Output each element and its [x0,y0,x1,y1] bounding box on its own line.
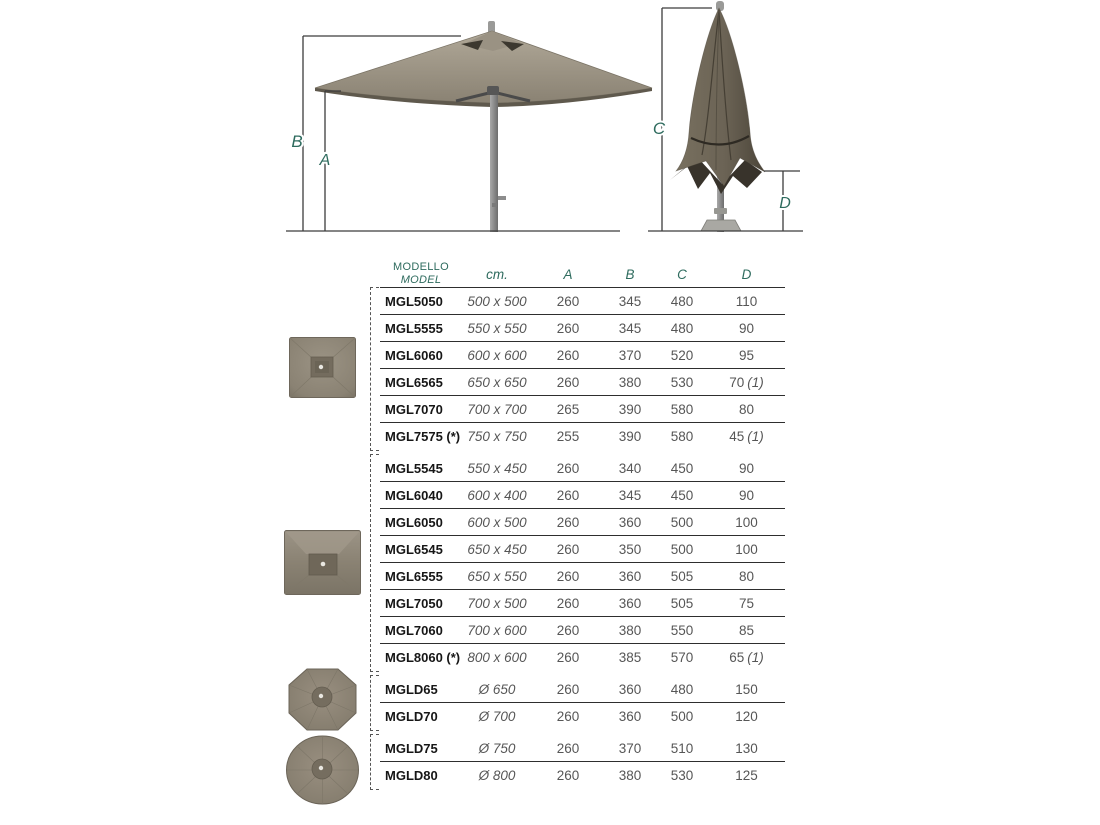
value-d: 65 [729,650,745,665]
value-b-cell: 360 [618,514,642,530]
col-header-model [380,261,462,286]
table-row-mgl8060 [380,644,785,671]
size-cell: 500 x 500 [467,293,527,309]
value-d: 150 [735,681,758,697]
table-row-mgld65 [380,676,785,703]
value-d-cell [708,741,785,756]
table-row-mgld75 [380,735,785,762]
value-c-cell: 550 [670,622,694,638]
col-header-c: C [677,266,687,282]
table-row-mgl7070 [380,396,785,423]
size-cell: 700 x 500 [467,595,527,611]
value-d: 100 [735,541,758,557]
value-c-cell: 530 [670,768,694,783]
size-cell: Ø 800 [478,768,516,783]
size-cell: 600 x 500 [467,514,527,530]
value-b-cell: 360 [618,709,642,724]
value-c-cell: 450 [670,460,694,476]
value-d: 90 [738,487,755,503]
model-cell: MGL6040 [385,487,443,503]
value-a-cell: 260 [556,650,580,665]
value-b-cell: 380 [618,622,642,638]
value-d-cell [708,569,785,584]
round-canopy-thumbnail [285,735,360,806]
model-cell: MGL5545 [385,460,443,476]
table-row-mgl7050 [380,590,785,617]
value-a-cell: 265 [556,401,580,417]
model-cell: MGLD75 [385,740,438,756]
value-a-cell: 260 [556,568,580,584]
value-b-cell: 350 [618,541,642,557]
value-a-cell: 260 [556,740,580,756]
model-cell: MGL6060 [385,347,443,363]
col-header-b: B [625,266,635,282]
value-d: 45 [729,429,745,444]
dim-label-a: A [319,152,331,169]
table-group-square [380,288,785,450]
rectangular-canopy-thumbnail [283,526,363,600]
value-d-cell [708,623,785,638]
value-c-cell: 510 [670,740,694,756]
model-cell: MGL8060 (*) [385,650,461,665]
size-cell: Ø 650 [478,681,516,697]
value-a-cell: 260 [556,622,580,638]
model-cell: MGLD70 [385,709,438,724]
value-b-cell: 360 [618,568,642,584]
table-row-mgl6040 [380,482,785,509]
table-header [380,261,785,288]
value-a-cell: 260 [556,514,580,530]
value-d: 90 [738,460,755,476]
size-cell: 700 x 700 [467,401,527,417]
value-d-cell [708,429,785,444]
value-c-cell: 500 [670,514,694,530]
model-cell: MGL6555 [385,568,443,584]
size-cell: 600 x 400 [467,487,527,503]
value-d: 80 [738,568,755,584]
table-row-mgl6060 [380,342,785,369]
table-row-mgl7575 [380,423,785,450]
value-c-cell: 480 [670,681,694,697]
value-b-cell: 370 [618,740,642,756]
dim-label-d: D [779,195,791,212]
value-b-cell: 360 [618,595,642,611]
table-row-mgld80 [380,762,785,789]
value-c-cell: 580 [670,401,694,417]
size-cell: Ø 750 [478,740,516,756]
table-row-mgl7060 [380,617,785,644]
value-c-cell: 580 [670,429,694,444]
value-c-cell: 520 [670,347,694,363]
value-d: 90 [738,320,755,336]
value-d-note: (1) [747,374,764,390]
value-d-note: (1) [747,650,764,665]
table-group-round [380,735,785,789]
value-a-cell: 260 [556,320,580,336]
table-groups [380,288,785,789]
table-row-mgl6545 [380,536,785,563]
value-d-cell [708,515,785,530]
value-c-cell: 505 [670,568,694,584]
table-group-rectangular [380,455,785,671]
value-d: 95 [738,347,755,363]
value-d-cell [708,461,785,476]
value-d-cell [708,709,785,724]
table-group-octagonal [380,676,785,730]
open-umbrella-illustration [315,21,652,232]
value-b-cell: 340 [618,460,642,476]
model-cell: MGL7050 [385,595,443,611]
value-b-cell: 370 [618,347,642,363]
model-cell: MGL7575 (*) [385,429,461,444]
value-a-cell: 260 [556,374,580,390]
value-d: 100 [735,514,758,530]
value-a-cell: 260 [556,347,580,363]
value-b-cell: 360 [618,681,642,697]
value-d-note: (1) [747,429,764,444]
value-d: 75 [738,595,755,611]
size-cell: 650 x 450 [467,541,527,557]
value-b-cell: 380 [618,768,642,783]
value-b-cell: 385 [618,650,642,665]
model-cell: MGL6050 [385,514,443,530]
value-b-cell: 380 [618,374,642,390]
size-cell: 700 x 600 [467,622,527,638]
value-d-cell [708,596,785,611]
size-cell: 750 x 750 [467,429,527,444]
value-d-cell [708,542,785,557]
dim-label-b: B [291,132,303,151]
table-row-mgl5545 [380,455,785,482]
model-cell: MGL5050 [385,293,443,309]
value-b-cell: 345 [618,293,642,309]
closed-umbrella-illustration [670,1,765,232]
table-row-mgld70 [380,703,785,730]
model-cell: MGL7060 [385,622,443,638]
value-d: 80 [738,401,755,417]
table-row-mgl5050 [380,288,785,315]
model-cell: MGL6545 [385,541,443,557]
value-c-cell: 480 [670,293,694,309]
size-cell: 600 x 600 [467,347,527,363]
value-a-cell: 260 [556,541,580,557]
table-row-mgl6050 [380,509,785,536]
value-d-cell [708,375,785,390]
value-d: 70 [729,374,745,390]
value-a-cell: 260 [556,768,580,783]
value-c-cell: 480 [670,320,694,336]
col-header-model-it: MODELLO [393,261,449,274]
value-a-cell: 260 [556,595,580,611]
value-d-cell [708,768,785,783]
table-row-mgl6555 [380,563,785,590]
value-c-cell: 500 [670,541,694,557]
value-d: 130 [735,740,758,756]
umbrella-dimension-diagram [0,0,1100,250]
value-c-cell: 570 [670,650,694,665]
value-a-cell: 255 [556,429,580,444]
value-d: 125 [735,768,758,783]
square-canopy-thumbnail [288,336,358,400]
value-d-cell [708,348,785,363]
value-d-cell [708,402,785,417]
value-d: 85 [738,622,755,638]
value-b-cell: 390 [618,429,642,444]
value-c-cell: 500 [670,709,694,724]
value-b-cell: 390 [618,401,642,417]
col-header-cm: cm. [486,266,508,282]
dim-label-c: C [652,119,666,138]
value-d-cell [708,650,785,665]
value-d-cell [708,682,785,697]
table-row-mgl6565 [380,369,785,396]
model-cell: MGLD80 [385,768,438,783]
size-cell: 550 x 550 [467,320,527,336]
model-cell: MGL5555 [385,320,443,336]
col-header-model-en: MODEL [400,274,442,286]
value-a-cell: 260 [556,487,580,503]
spec-table [380,261,785,789]
value-b-cell: 345 [618,320,642,336]
value-c-cell: 450 [670,487,694,503]
value-d: 120 [735,709,758,724]
value-d: 110 [735,293,758,309]
model-cell: MGL7070 [385,401,443,417]
model-cell: MGLD65 [385,681,438,697]
value-b-cell: 345 [618,487,642,503]
value-a-cell: 260 [556,460,580,476]
col-header-d: D [741,266,752,282]
value-d-cell [708,488,785,503]
size-cell: 650 x 650 [467,374,527,390]
value-a-cell: 260 [556,293,580,309]
size-cell: 650 x 550 [467,568,527,584]
value-d-cell [708,294,785,309]
value-c-cell: 530 [670,374,694,390]
octagonal-canopy-thumbnail [286,667,359,732]
col-header-a: A [563,266,573,282]
size-cell: Ø 700 [478,709,516,724]
size-cell: 550 x 450 [467,460,527,476]
value-a-cell: 260 [556,681,580,697]
value-d-cell [708,321,785,336]
size-cell: 800 x 600 [467,650,527,665]
table-row-mgl5555 [380,315,785,342]
value-a-cell: 260 [556,709,580,724]
model-cell: MGL6565 [385,374,443,390]
value-c-cell: 505 [670,595,694,611]
